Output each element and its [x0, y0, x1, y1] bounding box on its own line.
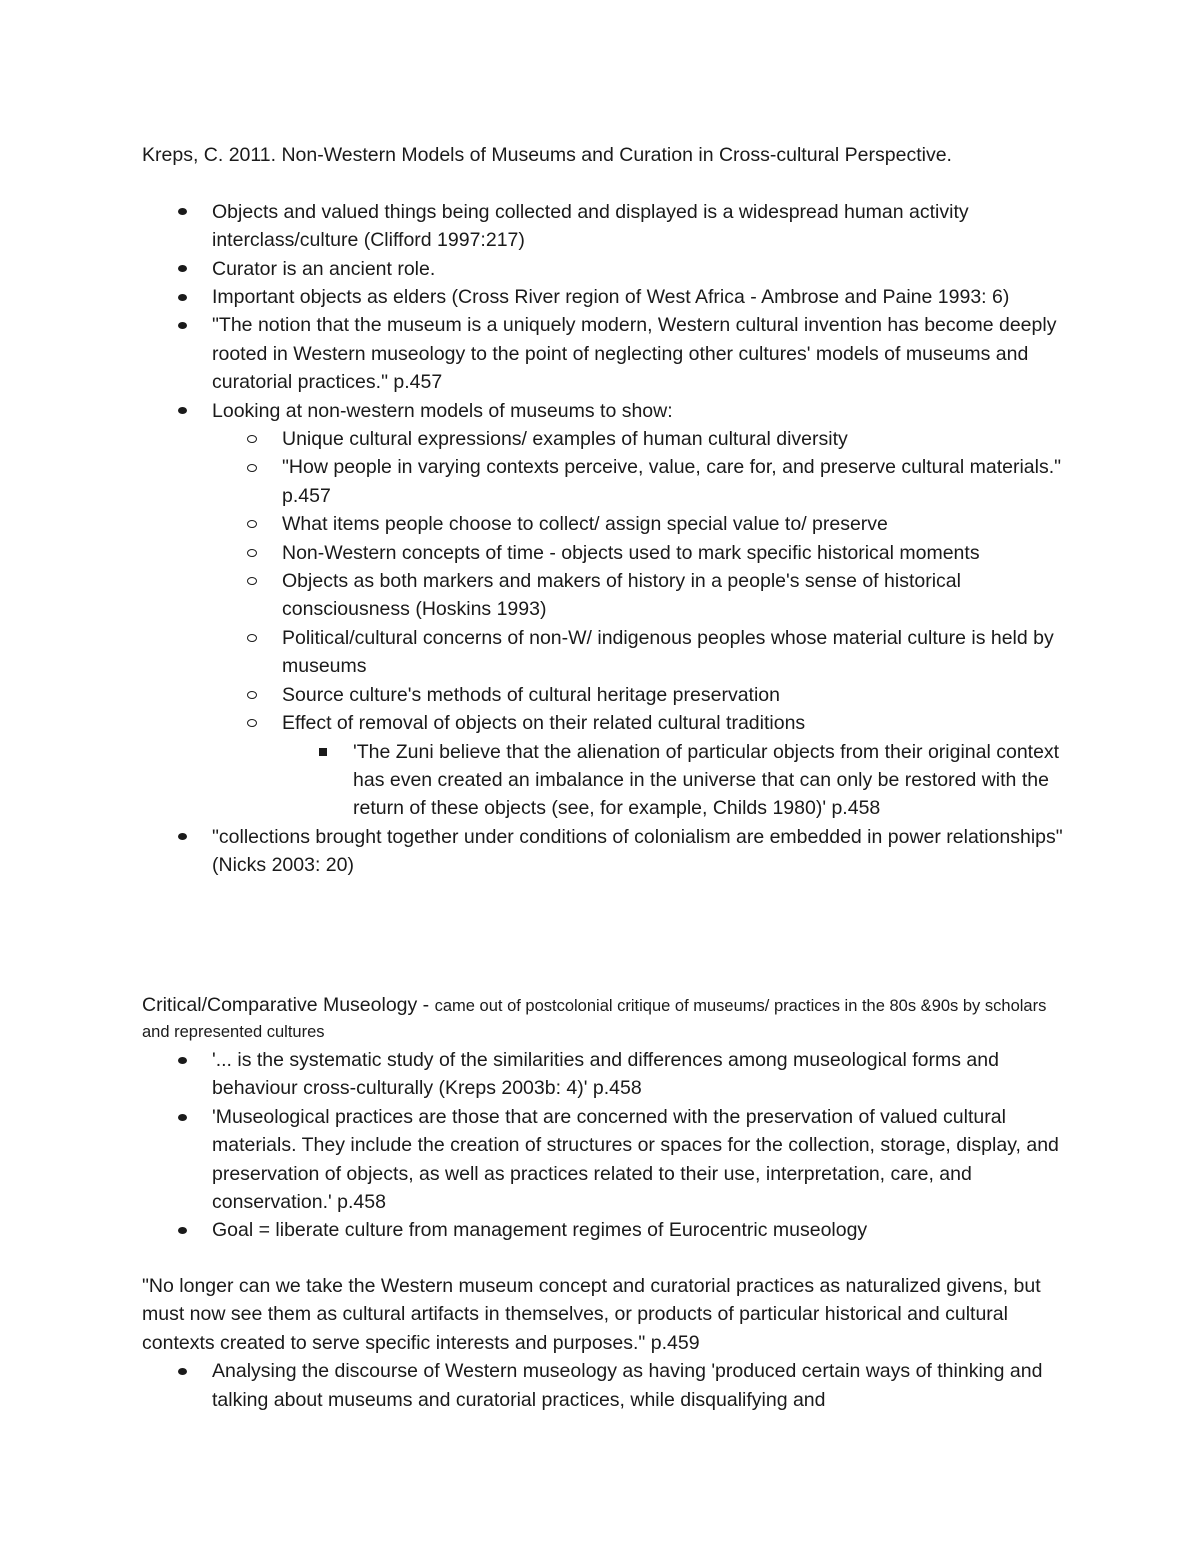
museology-heading: Critical/Comparative Museology - came out of postcolonial critique of museums/ practices in the 80s &90s by scholars and represented cultures — [142, 994, 1047, 1041]
list-item: "The notion that the museum is a uniquely modern, Western cultural invention has become deeply rooted in Western museology to the point of neglecting other cultures' models of museums and curatorial practices." p.457 — [142, 311, 1072, 396]
bullet-disc-icon — [175, 198, 189, 226]
list-item: Important objects as elders (Cross River region of West Africa - Ambrose and Paine 1993: 6) — [142, 283, 1072, 311]
bullet-circle-icon — [245, 453, 259, 481]
bullet-square-icon — [316, 738, 330, 766]
list-item: Analysing the discourse of Western museology as having 'produced certain ways of thinking and talking about museums and curatorial practices, while disqualifying and — [142, 1357, 1072, 1414]
bullet-disc-icon — [175, 1103, 189, 1131]
bullet-circle-icon — [245, 425, 259, 453]
citation: Kreps, C. 2011. Non-Western Models of Museums and Curation in Cross-cultural Perspective. — [142, 144, 952, 166]
bullet-disc-icon — [175, 1357, 189, 1385]
sub-list-item: Effect of removal of objects on their related cultural traditions — [142, 709, 1072, 737]
bullet-disc-icon — [175, 255, 189, 283]
bullet-circle-icon — [245, 567, 259, 595]
bullet-disc-icon — [175, 397, 189, 425]
list-item: Looking at non-western models of museums to show: — [142, 397, 1072, 425]
bullet-disc-icon — [175, 1216, 189, 1244]
bullet-disc-icon — [175, 823, 189, 851]
notes-section-quote — [142, 1272, 1072, 1414]
sub-list-item: What items people choose to collect/ assign special value to/ preserve — [142, 510, 1072, 538]
bullet-list-final — [142, 1357, 1072, 1414]
bullet-list-museology — [142, 1046, 1072, 1245]
sub-list-item: Political/cultural concerns of non-W/ indigenous peoples whose material culture is held by museums — [142, 624, 1072, 681]
list-item: "collections brought together under conditions of colonialism are embedded in power relationships" (Nicks 2003: 20) — [142, 823, 1072, 880]
sub-list-item: Source culture's methods of cultural heritage preservation — [142, 681, 1072, 709]
bullet-disc-icon — [175, 311, 189, 339]
list-item: Objects and valued things being collected and displayed is a widespread human activity interclass/culture (Clifford 1997:217) — [142, 198, 1072, 255]
list-item: Goal = liberate culture from management regimes of Eurocentric museology — [142, 1216, 1072, 1244]
notes-section-kreps — [142, 141, 1072, 880]
bullet-circle-icon — [245, 510, 259, 538]
list-item: Curator is an ancient role. — [142, 255, 1072, 283]
sub-list-item: Objects as both markers and makers of history in a people's sense of historical consciousness (Hoskins 1993) — [142, 567, 1072, 624]
bullet-circle-icon — [245, 709, 259, 737]
list-item: 'Museological practices are those that are concerned with the preservation of valued cultural materials. They include the creation of structures or spaces for the collection, storage, display, and preservation of objects, as well as practices related to their use, interpretation, care, and conservation.' p.458 — [142, 1103, 1072, 1217]
bullet-disc-icon — [175, 283, 189, 311]
bullet-list-main — [142, 198, 1072, 880]
block-quote: "No longer can we take the Western museum concept and curatorial practices as naturalized givens, but must now see them as cultural artifacts in themselves, or products of particular historical and cultural contexts created to serve specific interests and purposes." p.459 — [142, 1275, 1041, 1354]
sub-list-item: "How people in varying contexts perceive, value, care for, and preserve cultural materials." p.457 — [142, 453, 1072, 510]
bullet-circle-icon — [245, 681, 259, 709]
notes-section-museology — [142, 993, 1072, 1245]
bullet-disc-icon — [175, 1046, 189, 1074]
sub-list-item: Non-Western concepts of time - objects used to mark specific historical moments — [142, 539, 1072, 567]
bullet-circle-icon — [245, 624, 259, 652]
sub-list-item: Unique cultural expressions/ examples of human cultural diversity — [142, 425, 1072, 453]
list-item: '... is the systematic study of the similarities and differences among museological forms and behaviour cross-culturally (Kreps 2003b: 4)' p.458 — [142, 1046, 1072, 1103]
sub-sub-list-item: 'The Zuni believe that the alienation of particular objects from their original context has even created an imbalance in the universe that can only be restored with the return of these objects (see, for example, Childs 1980)' p.458 — [142, 738, 1072, 823]
bullet-circle-icon — [245, 539, 259, 567]
